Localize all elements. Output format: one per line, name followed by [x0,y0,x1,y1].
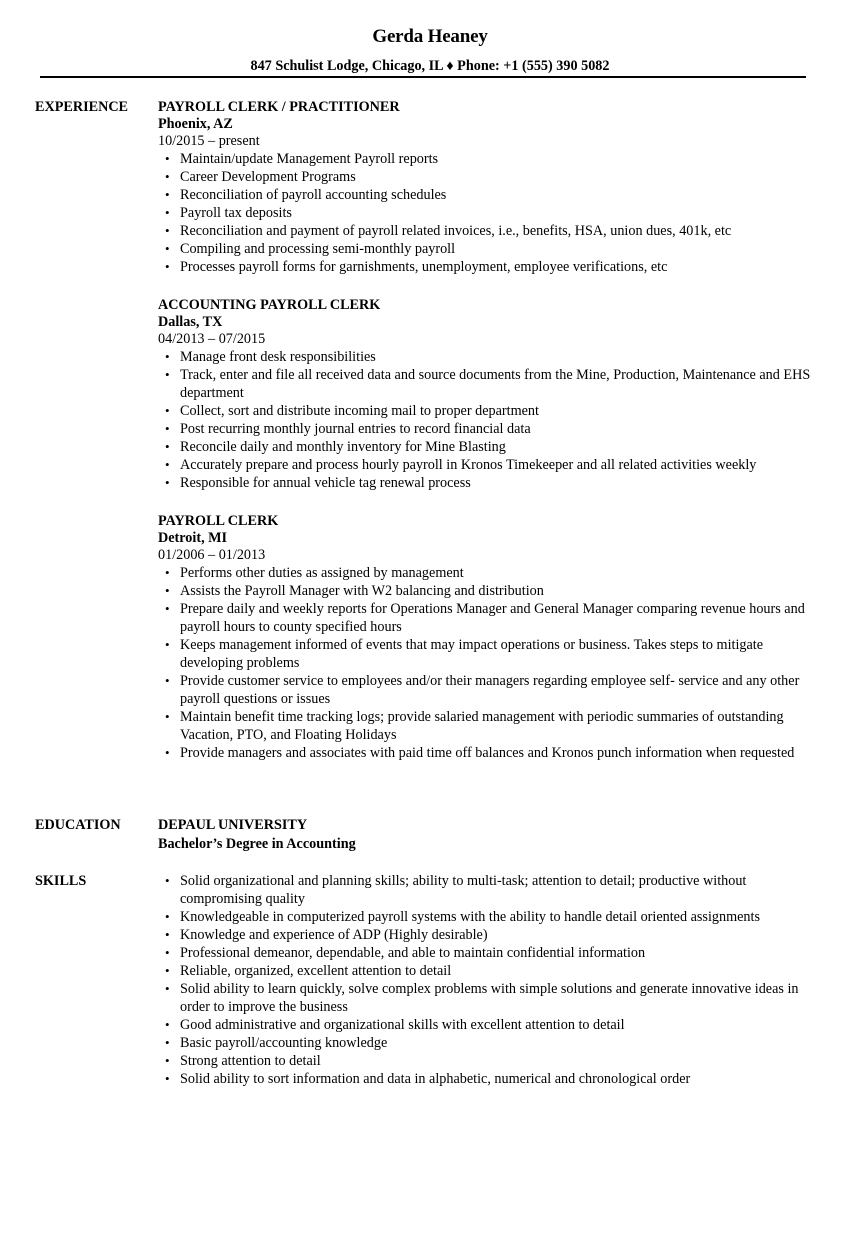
list-item: • Payroll tax deposits [158,204,818,222]
list-item: • Solid ability to learn quickly, solve complex problems with simple solutions and generate innovative ideas in order to improve the business [158,980,818,1016]
list-item: • Solid organizational and planning skills; ability to multi-task; attention to detail; productive without compromising quality [158,872,818,908]
list-item: • Keeps management informed of events that may impact operations or business. Takes steps to mitigate developing problems [158,636,818,672]
job-entry [158,296,818,492]
job-bullets [158,348,818,492]
section-label-education: EDUCATION [35,817,121,833]
list-item: • Maintain/update Management Payroll reports [158,150,818,168]
list-item: • Career Development Programs [158,168,818,186]
list-item: • Professional demeanor, dependable, and able to maintain confidential information [158,944,818,962]
job-entry [158,512,818,762]
resume-header [0,24,860,75]
candidate-name: Gerda Heaney [372,26,488,47]
list-item: • Knowledgeable in computerized payroll systems with the ability to handle detail oriented assignments [158,908,818,926]
list-item: • Performs other duties as assigned by management [158,564,818,582]
job-title: ACCOUNTING PAYROLL CLERK [158,297,381,313]
list-item: • Reconciliation and payment of payroll related invoices, i.e., benefits, HSA, union dues, 401k, etc [158,222,818,240]
list-item: • Post recurring monthly journal entries to record financial data [158,420,818,438]
contact-line: 847 Schulist Lodge, Chicago, IL ♦ Phone: +1 (555) 390 5082 [250,58,610,74]
job-dates: 10/2015 – present [158,133,260,149]
list-item: • Provide customer service to employees and/or their managers regarding employee self- service and any other payroll questions or issues [158,672,818,708]
job-bullets [158,564,818,762]
list-item: • Responsible for annual vehicle tag renewal process [158,474,818,492]
list-item: • Provide managers and associates with paid time off balances and Kronos punch information when requested [158,744,818,762]
list-item: • Collect, sort and distribute incoming mail to proper department [158,402,818,420]
job-bullets [158,150,818,276]
job-title: PAYROLL CLERK [158,513,279,529]
list-item: • Maintain benefit time tracking logs; provide salaried management with periodic summaries of outstanding Vacation, PTO, and Floating Holidays [158,708,818,744]
list-item: • Prepare daily and weekly reports for Operations Manager and General Manager comparing revenue hours and payroll hours to county specified hours [158,600,818,636]
list-item: • Manage front desk responsibilities [158,348,818,366]
degree: Bachelor’s Degree in Accounting [158,836,356,852]
section-label-experience: EXPERIENCE [35,99,129,115]
list-item: • Good administrative and organizational skills with excellent attention to detail [158,1016,818,1034]
list-item: • Reconcile daily and monthly inventory for Mine Blasting [158,438,818,456]
list-item: • Solid ability to sort information and data in alphabetic, numerical and chronological order [158,1070,818,1088]
job-entry [158,98,818,276]
job-dates: 01/2006 – 01/2013 [158,547,266,563]
job-title: PAYROLL CLERK / PRACTITIONER [158,99,400,115]
section-label-skills: SKILLS [35,873,87,889]
job-dates: 04/2013 – 07/2015 [158,331,266,347]
list-item: • Assists the Payroll Manager with W2 balancing and distribution [158,582,818,600]
header-divider [40,76,806,78]
list-item: • Reconciliation of payroll accounting schedules [158,186,818,204]
list-item: • Reliable, organized, excellent attention to detail [158,962,818,980]
job-location: Detroit, MI [158,530,228,546]
list-item: • Basic payroll/accounting knowledge [158,1034,818,1052]
job-location: Phoenix, AZ [158,116,233,132]
list-item: • Knowledge and experience of ADP (Highly desirable) [158,926,818,944]
school-name: DEPAUL UNIVERSITY [158,817,308,833]
job-location: Dallas, TX [158,314,223,330]
list-item: • Strong attention to detail [158,1052,818,1070]
list-item: • Accurately prepare and process hourly payroll in Kronos Timekeeper and all related activities weekly [158,456,818,474]
list-item: • Track, enter and file all received data and source documents from the Mine, Production, Maintenance and EHS department [158,366,818,402]
list-item: • Processes payroll forms for garnishments, unemployment, employee verifications, etc [158,258,818,276]
list-item: • Compiling and processing semi-monthly payroll [158,240,818,258]
skills-list [158,872,818,1088]
